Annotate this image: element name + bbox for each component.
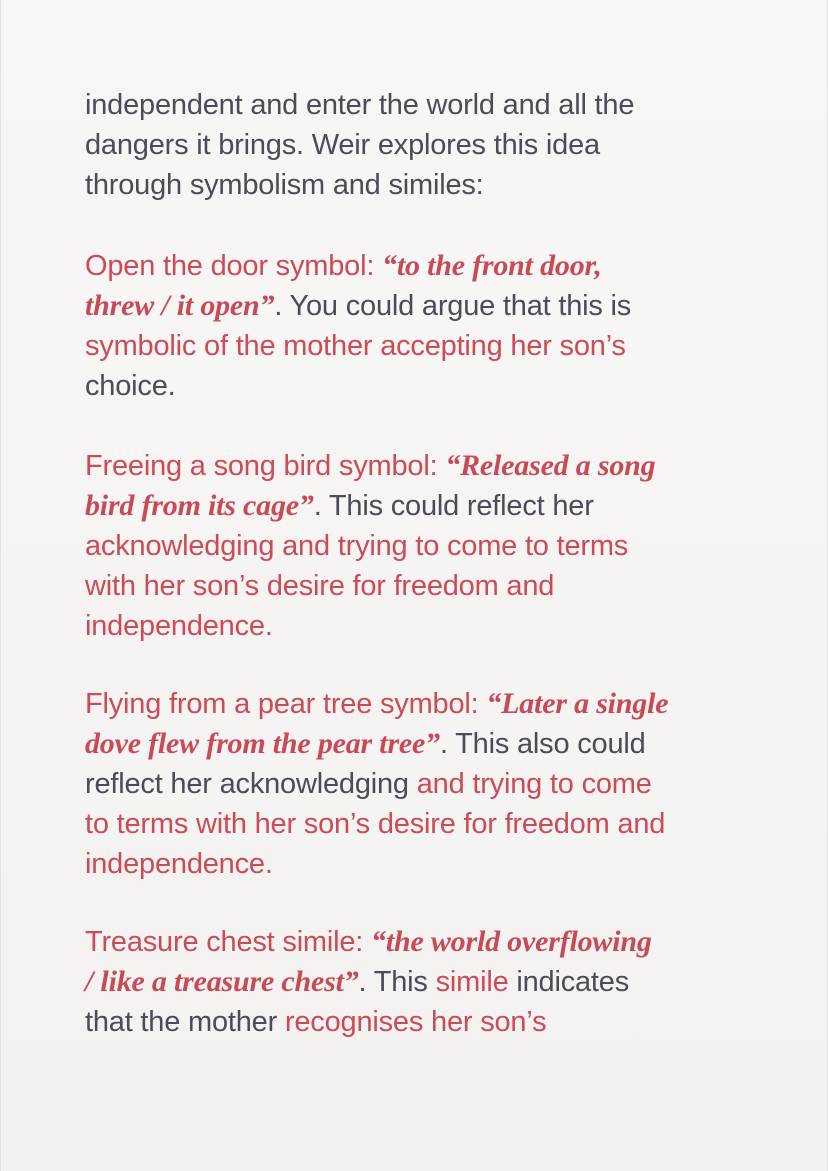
body-text: . This also could <box>439 728 646 760</box>
body-text: through symbolism and similes: <box>85 169 484 201</box>
body-text: symbolic of the mother <box>85 330 381 362</box>
quotation-text: bird from its cage” <box>85 489 314 522</box>
text-line <box>85 844 765 884</box>
text-line <box>85 286 765 326</box>
text-line <box>85 724 765 764</box>
text-line <box>85 962 765 1002</box>
paragraph-intro <box>85 85 765 205</box>
text-line <box>85 764 765 804</box>
body-text: independence. <box>85 610 273 642</box>
text-line <box>85 85 765 125</box>
text-line <box>85 684 765 724</box>
text-line <box>85 446 765 486</box>
body-text: with her son’s desire for freedom and <box>85 570 555 602</box>
text-line <box>85 804 765 844</box>
quotation-text: “to the front door, <box>382 249 602 282</box>
body-text: reflect her acknowledging <box>85 768 417 800</box>
paragraph-song-bird <box>85 446 765 646</box>
text-line <box>85 246 765 286</box>
paragraph-open-door <box>85 246 765 406</box>
body-text: recognises her son’s <box>284 1006 547 1038</box>
text-line <box>85 165 765 205</box>
body-text: that the mother <box>85 1006 285 1038</box>
quotation-text: “Released a song <box>445 449 656 482</box>
quotation-text: / like a treasure chest” <box>85 965 359 998</box>
text-line <box>85 566 765 606</box>
text-line <box>85 486 765 526</box>
body-text: . This <box>358 966 436 998</box>
body-text: and trying to come <box>416 768 652 800</box>
text-line <box>85 922 765 962</box>
body-text: Treasure chest simile: <box>85 926 372 958</box>
text-line <box>85 326 765 366</box>
body-text: to terms with her son’s desire for freedom and <box>85 808 666 840</box>
body-text: Flying from a pear tree symbol: <box>85 688 487 720</box>
body-text: . This could reflect her <box>313 490 594 522</box>
body-text: trying to come to terms <box>337 530 629 562</box>
quotation-text: “Later a single <box>486 687 669 720</box>
text-line <box>85 366 765 406</box>
quotation-text: threw / it open” <box>85 289 275 322</box>
body-text: independent and enter the world and all the <box>85 89 635 121</box>
body-text: . You could argue that this is <box>274 290 632 322</box>
text-line <box>85 1002 765 1042</box>
text-line <box>85 606 765 646</box>
text-line <box>85 125 765 165</box>
text-line <box>85 526 765 566</box>
body-text: dangers it brings. Weir explores this idea <box>85 129 600 161</box>
paragraph-pear-tree <box>85 684 765 884</box>
body-text: simile <box>435 966 509 998</box>
body-text: acknowledging and <box>85 530 338 562</box>
paragraph-treasure-chest <box>85 922 765 1042</box>
body-text: Open the door symbol: <box>85 250 383 282</box>
body-text: choice. <box>85 370 176 402</box>
quotation-text: “the world overflowing <box>371 925 652 958</box>
quotation-text: dove flew from the pear tree” <box>85 727 440 760</box>
body-text: accepting her son’s <box>380 330 626 362</box>
body-text: indicates <box>508 966 630 998</box>
body-text: independence. <box>85 848 273 880</box>
body-text: Freeing a song bird symbol: <box>85 450 446 482</box>
